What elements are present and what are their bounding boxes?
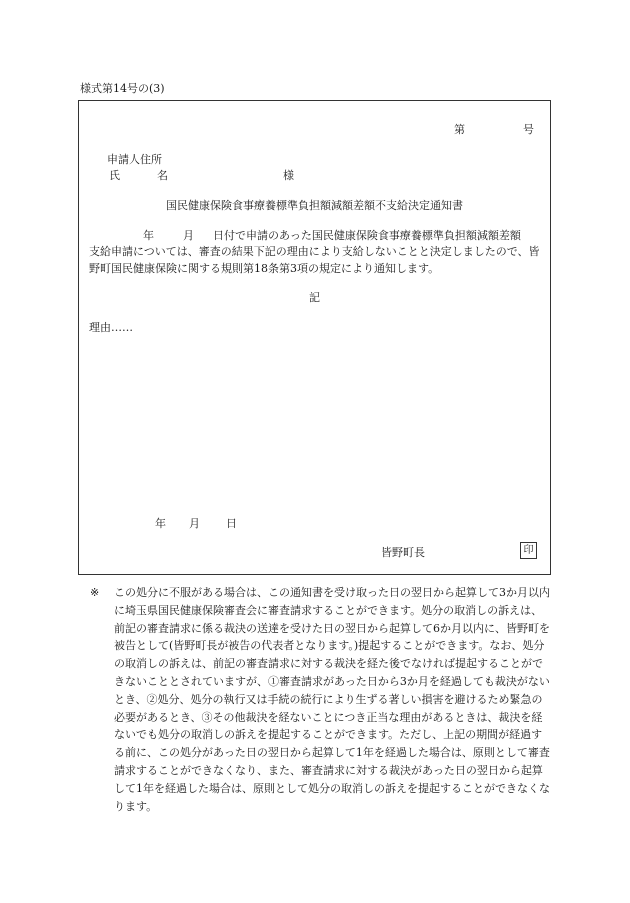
reason-label: 理由…… (89, 321, 133, 334)
sign-date-year: 年 (155, 517, 166, 530)
sign-date-month: 月 (189, 517, 200, 530)
document-title: 国民健康保険食事療養標準負担額減額差額不支給決定通知書 (166, 199, 463, 212)
body-text: 支給申請については、審査の結果下記の理由により支給しないことと決定しましたので、皆野町国民健康保険に関する規則第18条第3項の規定により通知します。 (89, 245, 540, 275)
ki-heading: 記 (309, 291, 320, 304)
appeal-note (90, 584, 552, 815)
note-mark: ※ (90, 586, 100, 599)
date-ref-year: 年 (143, 229, 154, 242)
date-ref-month: 月 (183, 229, 194, 242)
form-code: 様式第14号の(3) (80, 82, 165, 95)
seal-mark: 印 (520, 542, 537, 559)
number-prefix: 第 (454, 123, 465, 136)
note-text: この処分に不服がある場合は、この通知書を受け取った日の翌日から起算して3か月以内に埼玉県国民健康保険審査会に審査請求することができます。処分の取消しの訴えは、前記の審査請求に係る裁決の送達を受けた日の翌日から起算して6か月以内に、皆野町を被告として(皆野町長が被告の代表者となります。)提起することができます。なお、処分の取消しの訴えは、前記の審査請求に対する裁決を経た後でなければ提起することができないこととされていますが、①審査請求があった日から3か月を経過しても裁決がないとき、②処分、処分の執行又は手続の続行により生ずる著しい損害を避けるため緊急の必要があるとき、③その他裁決を経ないことにつき正当な理由があるときは、裁決を経ないでも処分の取消しの訴えを提起することができます。ただし、上記の期間が経過する前に、この処分があった日の翌日から起算して1年を経過した場合は、原則として審査請求することができなくなり、また、審査請求に対する裁決があった日の翌日から起算して1年を経過した場合は、原則として処分の取消しの訴えを提起することができなくなります。 (114, 586, 550, 813)
applicant-address-label: 申請人住所 (107, 153, 162, 166)
date-ref-day: 日付で申請のあった国民健康保険食事療養標準負担額減額差額 (213, 229, 521, 242)
honorific: 様 (283, 169, 294, 182)
sign-date-day: 日 (226, 517, 237, 530)
issuer-name: 皆野町長 (381, 546, 425, 559)
notice-form (78, 100, 551, 575)
applicant-name-label-2: 名 (157, 169, 168, 182)
number-suffix: 号 (523, 123, 534, 136)
applicant-name-label-1: 氏 (109, 169, 120, 182)
